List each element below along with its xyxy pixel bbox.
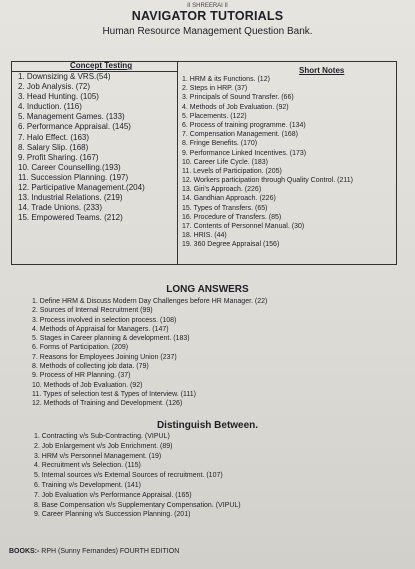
short-note-item: 5. Placements. (122) bbox=[182, 112, 247, 120]
short-note-item: 3. Principals of Sound Transfer. (66) bbox=[182, 94, 294, 102]
concept-testing-item: 9. Profit Sharing. (167) bbox=[18, 152, 99, 162]
concept-testing-item: 7. Halo Effect. (163) bbox=[18, 132, 89, 142]
long-answer-item: 7. Reasons for Employees Joining Union (237) bbox=[32, 353, 177, 361]
long-answer-item: 6. Forms of Participation. (209) bbox=[32, 344, 129, 352]
distinguish-item: 1. Contracting v/s Sub-Contracting. (VIPUL) bbox=[34, 433, 170, 440]
long-answer-item: 5. Stages in Career planning & development. (183) bbox=[32, 335, 190, 343]
books-label: BOOKS:- bbox=[9, 548, 40, 555]
concept-testing-item: 12. Participative Management.(204) bbox=[18, 183, 145, 193]
concept-testing-item: 13. Industrial Relations. (219) bbox=[18, 193, 123, 203]
short-note-item: 13. Giri's Approach. (226) bbox=[182, 186, 262, 194]
short-note-item: 14. Gandhian Approach. (226) bbox=[182, 195, 276, 203]
short-notes-list bbox=[182, 76, 353, 251]
distinguish-item: 7. Job Evaluation v/s Performance Appraisal. (165) bbox=[34, 491, 192, 499]
distinguish-between-heading: Distinguish Between. bbox=[156, 420, 259, 431]
long-answers-list bbox=[32, 298, 267, 410]
short-note-item: 16. Procedure of Transfers. (85) bbox=[182, 213, 282, 221]
short-note-item: 17. Contents of Personnel Manual. (30) bbox=[182, 223, 305, 230]
distinguish-item: 2. Job Enlargement v/s Job Enrichment. (89) bbox=[34, 442, 173, 450]
short-note-item: 4. Methods of Job Evaluation. (92) bbox=[182, 103, 289, 111]
distinguish-item: 8. Base Compensation v/s Supplementary Compensation. (VIPUL) bbox=[34, 501, 241, 509]
concept-testing-item: 3. Head Hunting. (105) bbox=[18, 92, 99, 102]
long-answer-item: 9. Process of HR Planning. (37) bbox=[32, 372, 131, 380]
short-note-item: 19. 360 Degree Appraisal (156) bbox=[182, 241, 280, 249]
column-divider bbox=[177, 62, 178, 265]
short-note-item: 10. Career Life Cycle. (183) bbox=[182, 158, 268, 166]
page-subtitle: Human Resource Management Question Bank. bbox=[102, 26, 313, 37]
concept-testing-item: 15. Empowered Teams. (212) bbox=[18, 213, 123, 223]
top-mark: II SHREERAI II bbox=[187, 3, 228, 9]
long-answer-item: 3. Process involved in selection process. (108) bbox=[32, 316, 177, 324]
page-title: NAVIGATOR TUTORIALS bbox=[131, 9, 284, 23]
long-answer-item: 10. Methods of Job Evaluation. (92) bbox=[32, 381, 143, 389]
short-note-item: 8. Fringe Benefits. (170) bbox=[182, 140, 258, 148]
concept-testing-list bbox=[18, 73, 145, 224]
distinguish-between-list bbox=[34, 433, 241, 521]
books-text: RPH (Sunny Fernandes) FOURTH EDITION bbox=[41, 548, 180, 555]
concept-testing-item: 11. Succession Planning. (197) bbox=[18, 172, 129, 182]
long-answer-item: 4. Methods of Appraisal for Managers. (147) bbox=[32, 325, 169, 333]
short-note-item: 15. Types of Transfers. (65) bbox=[182, 204, 268, 212]
short-note-item: 18. HRIS. (44) bbox=[182, 232, 227, 240]
concept-testing-heading: Concept Testing bbox=[70, 61, 133, 70]
short-note-item: 11. Levels of Participation. (205) bbox=[182, 167, 282, 175]
distinguish-item: 9. Career Planning v/s Succession Planning. (201) bbox=[34, 511, 191, 519]
long-answer-item: 11. Types of selection test & Types of Interview. (111) bbox=[32, 390, 196, 398]
concept-testing-item: 6. Performance Appraisal. (145) bbox=[18, 122, 131, 132]
short-notes-heading: Short Notes bbox=[299, 66, 345, 75]
concept-testing-item: 4. Induction. (116) bbox=[18, 102, 82, 112]
distinguish-item: 5. Internal sources v/s External Sources of recruitment. (107) bbox=[34, 472, 223, 480]
distinguish-item: 6. Training v/s Development. (141) bbox=[34, 481, 141, 489]
distinguish-item: 4. Recruitment v/s Selection. (115) bbox=[34, 462, 141, 470]
long-answer-item: 2. Sources of Internal Recruitment (99) bbox=[32, 307, 153, 315]
concept-testing-item: 8. Salary Slip. (168) bbox=[18, 142, 89, 152]
short-note-item: 7. Compensation Management. (168) bbox=[182, 131, 298, 139]
concept-testing-item: 14. Trade Unions. (233) bbox=[18, 203, 103, 213]
topics-box bbox=[11, 61, 397, 265]
long-answer-item: 1. Define HRM & Discuss Modern Day Challenges before HR Manager. (22) bbox=[32, 298, 268, 305]
long-answer-item: 12. Methods of Training and Development. (126) bbox=[32, 400, 183, 408]
short-note-item: 6. Process of training programme. (134) bbox=[182, 121, 306, 129]
concept-testing-item: 1. Downsizing & VRS.(54) bbox=[18, 72, 111, 81]
concept-testing-item: 5. Management Games. (133) bbox=[18, 112, 125, 122]
long-answer-item: 8. Methods of collecting job data. (79) bbox=[32, 363, 149, 371]
short-note-item: 1. HRM & its Functions. (12) bbox=[182, 76, 270, 83]
books-line bbox=[9, 548, 179, 555]
distinguish-item: 3. HRM v/s Personnel Management. (19) bbox=[34, 452, 162, 460]
short-note-item: 12. Workers participation through Quality Control. (211) bbox=[182, 177, 353, 185]
short-note-item: 9. Performance Linked Incentives. (173) bbox=[182, 149, 307, 157]
concept-testing-item: 10. Career Counselling.(193) bbox=[18, 162, 121, 172]
concept-testing-item: 2. Job Analysis. (72) bbox=[18, 82, 91, 92]
short-note-item: 2. Steps in HRP. (37) bbox=[182, 85, 248, 93]
long-answers-heading: LONG ANSWERS bbox=[166, 284, 249, 295]
